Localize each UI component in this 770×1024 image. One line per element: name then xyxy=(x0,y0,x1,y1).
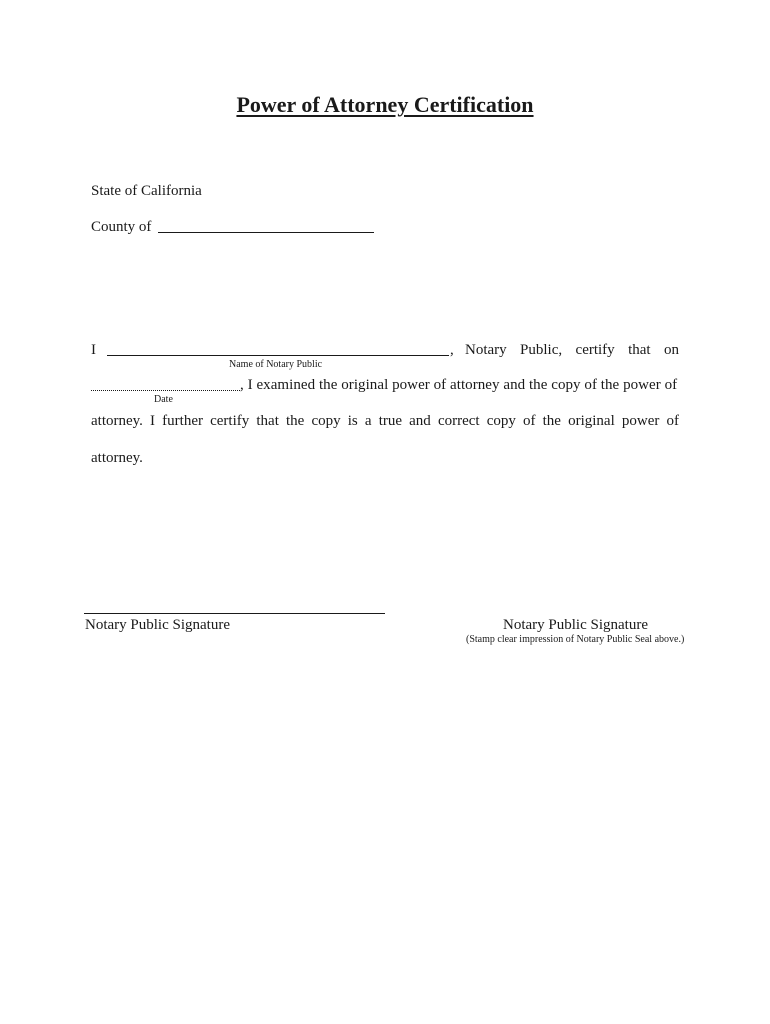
line3-word: further xyxy=(162,413,203,429)
line3-word: correct xyxy=(437,413,480,429)
line3-word: attorney. xyxy=(91,413,143,429)
line3-word: the xyxy=(286,413,305,429)
line3-word: of xyxy=(523,413,536,429)
line3-word: and xyxy=(409,413,431,429)
line3-word: a xyxy=(364,413,372,429)
line3-word: of xyxy=(666,413,679,429)
line3-word: I xyxy=(150,413,156,429)
date-blank-line[interactable] xyxy=(91,390,240,391)
line3-word: the xyxy=(542,413,561,429)
line3-word: true xyxy=(378,413,403,429)
line3-word: that xyxy=(256,413,279,429)
name-of-notary-caption: Name of Notary Public xyxy=(229,359,323,370)
line3-word: certify xyxy=(210,413,250,429)
paragraph-line-2: , I examined the original power of attorney and the copy of the power of xyxy=(240,377,678,393)
seal-note: (Stamp clear impression of Notary Public Seal above.) xyxy=(466,634,685,645)
notary-comma: , xyxy=(450,342,454,358)
line3-word: is xyxy=(347,413,358,429)
line1-word: Notary xyxy=(465,342,507,358)
line3-word: power xyxy=(621,413,660,429)
line1-word: on xyxy=(663,342,679,358)
county-label: County of xyxy=(91,219,152,235)
line1-word: Public, xyxy=(520,342,563,358)
left-signature-label: Notary Public Signature xyxy=(85,617,230,633)
notary-name-blank-line[interactable] xyxy=(107,355,449,356)
line3-word: copy xyxy=(486,413,516,429)
date-caption: Date xyxy=(154,394,173,405)
paragraph-line-3 xyxy=(91,413,679,430)
line1-word: that xyxy=(628,342,651,358)
line3-word: copy xyxy=(311,413,341,429)
signature-line[interactable] xyxy=(84,613,385,614)
paragraph-line-1 xyxy=(465,342,679,359)
line1-word: certify xyxy=(575,342,615,358)
right-signature-label: Notary Public Signature xyxy=(503,617,648,633)
state-line: State of California xyxy=(91,183,202,199)
paragraph-line-4: attorney. xyxy=(91,450,143,466)
i-label: I xyxy=(91,342,96,358)
county-blank-line[interactable] xyxy=(158,232,374,233)
document-title: Power of Attorney Certification xyxy=(236,92,534,117)
line3-word: original xyxy=(568,413,615,429)
